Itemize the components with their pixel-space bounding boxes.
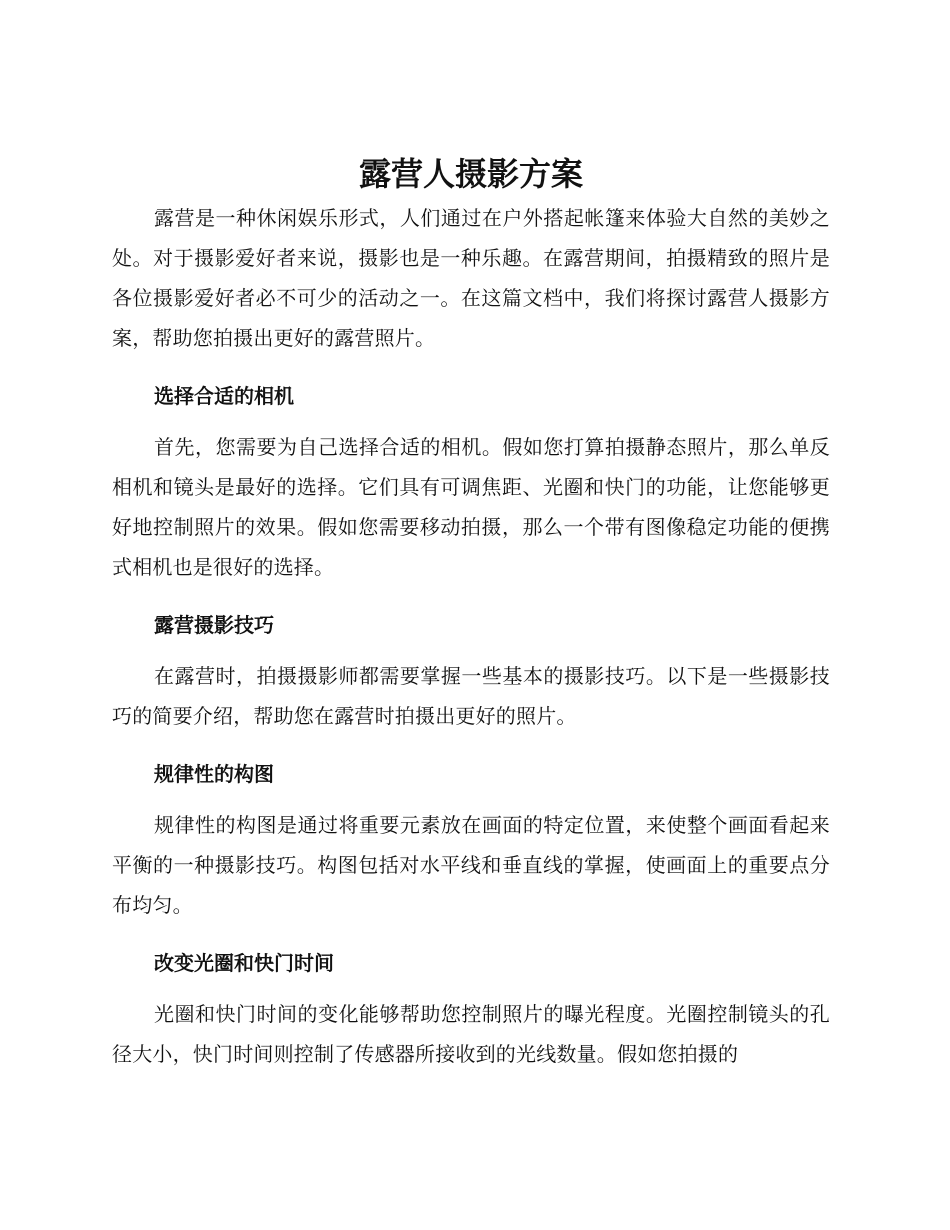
document-title: 露营人摄影方案 <box>358 155 583 193</box>
section-heading-composition: 规律性的构图 <box>154 762 274 786</box>
section-body-camera: 首先，您需要为自己选择合适的相机。假如您打算拍摄静态照片，那么单反相机和镜头是最好的选择。它们具有可调焦距、光圈和快门的功能，让您能够更好地控制照片的效果。假如您需要移动拍摄，那么一个带有图像稳定功能的便携式相机也是很好的选择。 <box>112 435 830 579</box>
section-body-composition: 规律性的构图是通过将重要元素放在画面的特定位置，来使整个画面看起来平衡的一种摄影技巧。构图包括对水平线和垂直线的掌握，使画面上的重要点分布均匀。 <box>112 813 830 917</box>
intro-paragraph: 露营是一种休闲娱乐形式，人们通过在户外搭起帐篷来体验大自然的美妙之处。对于摄影爱好者来说，摄影也是一种乐趣。在露营期间，拍摄精致的照片是各位摄影爱好者必不可少的活动之一。在这篇文档中，我们将探讨露营人摄影方案，帮助您拍摄出更好的露营照片。 <box>112 206 830 350</box>
section-heading-aperture: 改变光圈和快门时间 <box>154 951 334 975</box>
document-content <box>112 150 830 1074</box>
section-body-aperture: 光圈和快门时间的变化能够帮助您控制照片的曝光程度。光圈控制镜头的孔径大小，快门时间则控制了传感器所接收到的光线数量。假如您拍摄的 <box>112 1002 830 1066</box>
section-heading-techniques: 露营摄影技巧 <box>154 613 274 637</box>
section-body-techniques: 在露营时，拍摄摄影师都需要掌握一些基本的摄影技巧。以下是一些摄影技巧的简要介绍，帮助您在露营时拍摄出更好的照片。 <box>112 664 830 728</box>
section-heading-camera: 选择合适的相机 <box>154 384 294 408</box>
